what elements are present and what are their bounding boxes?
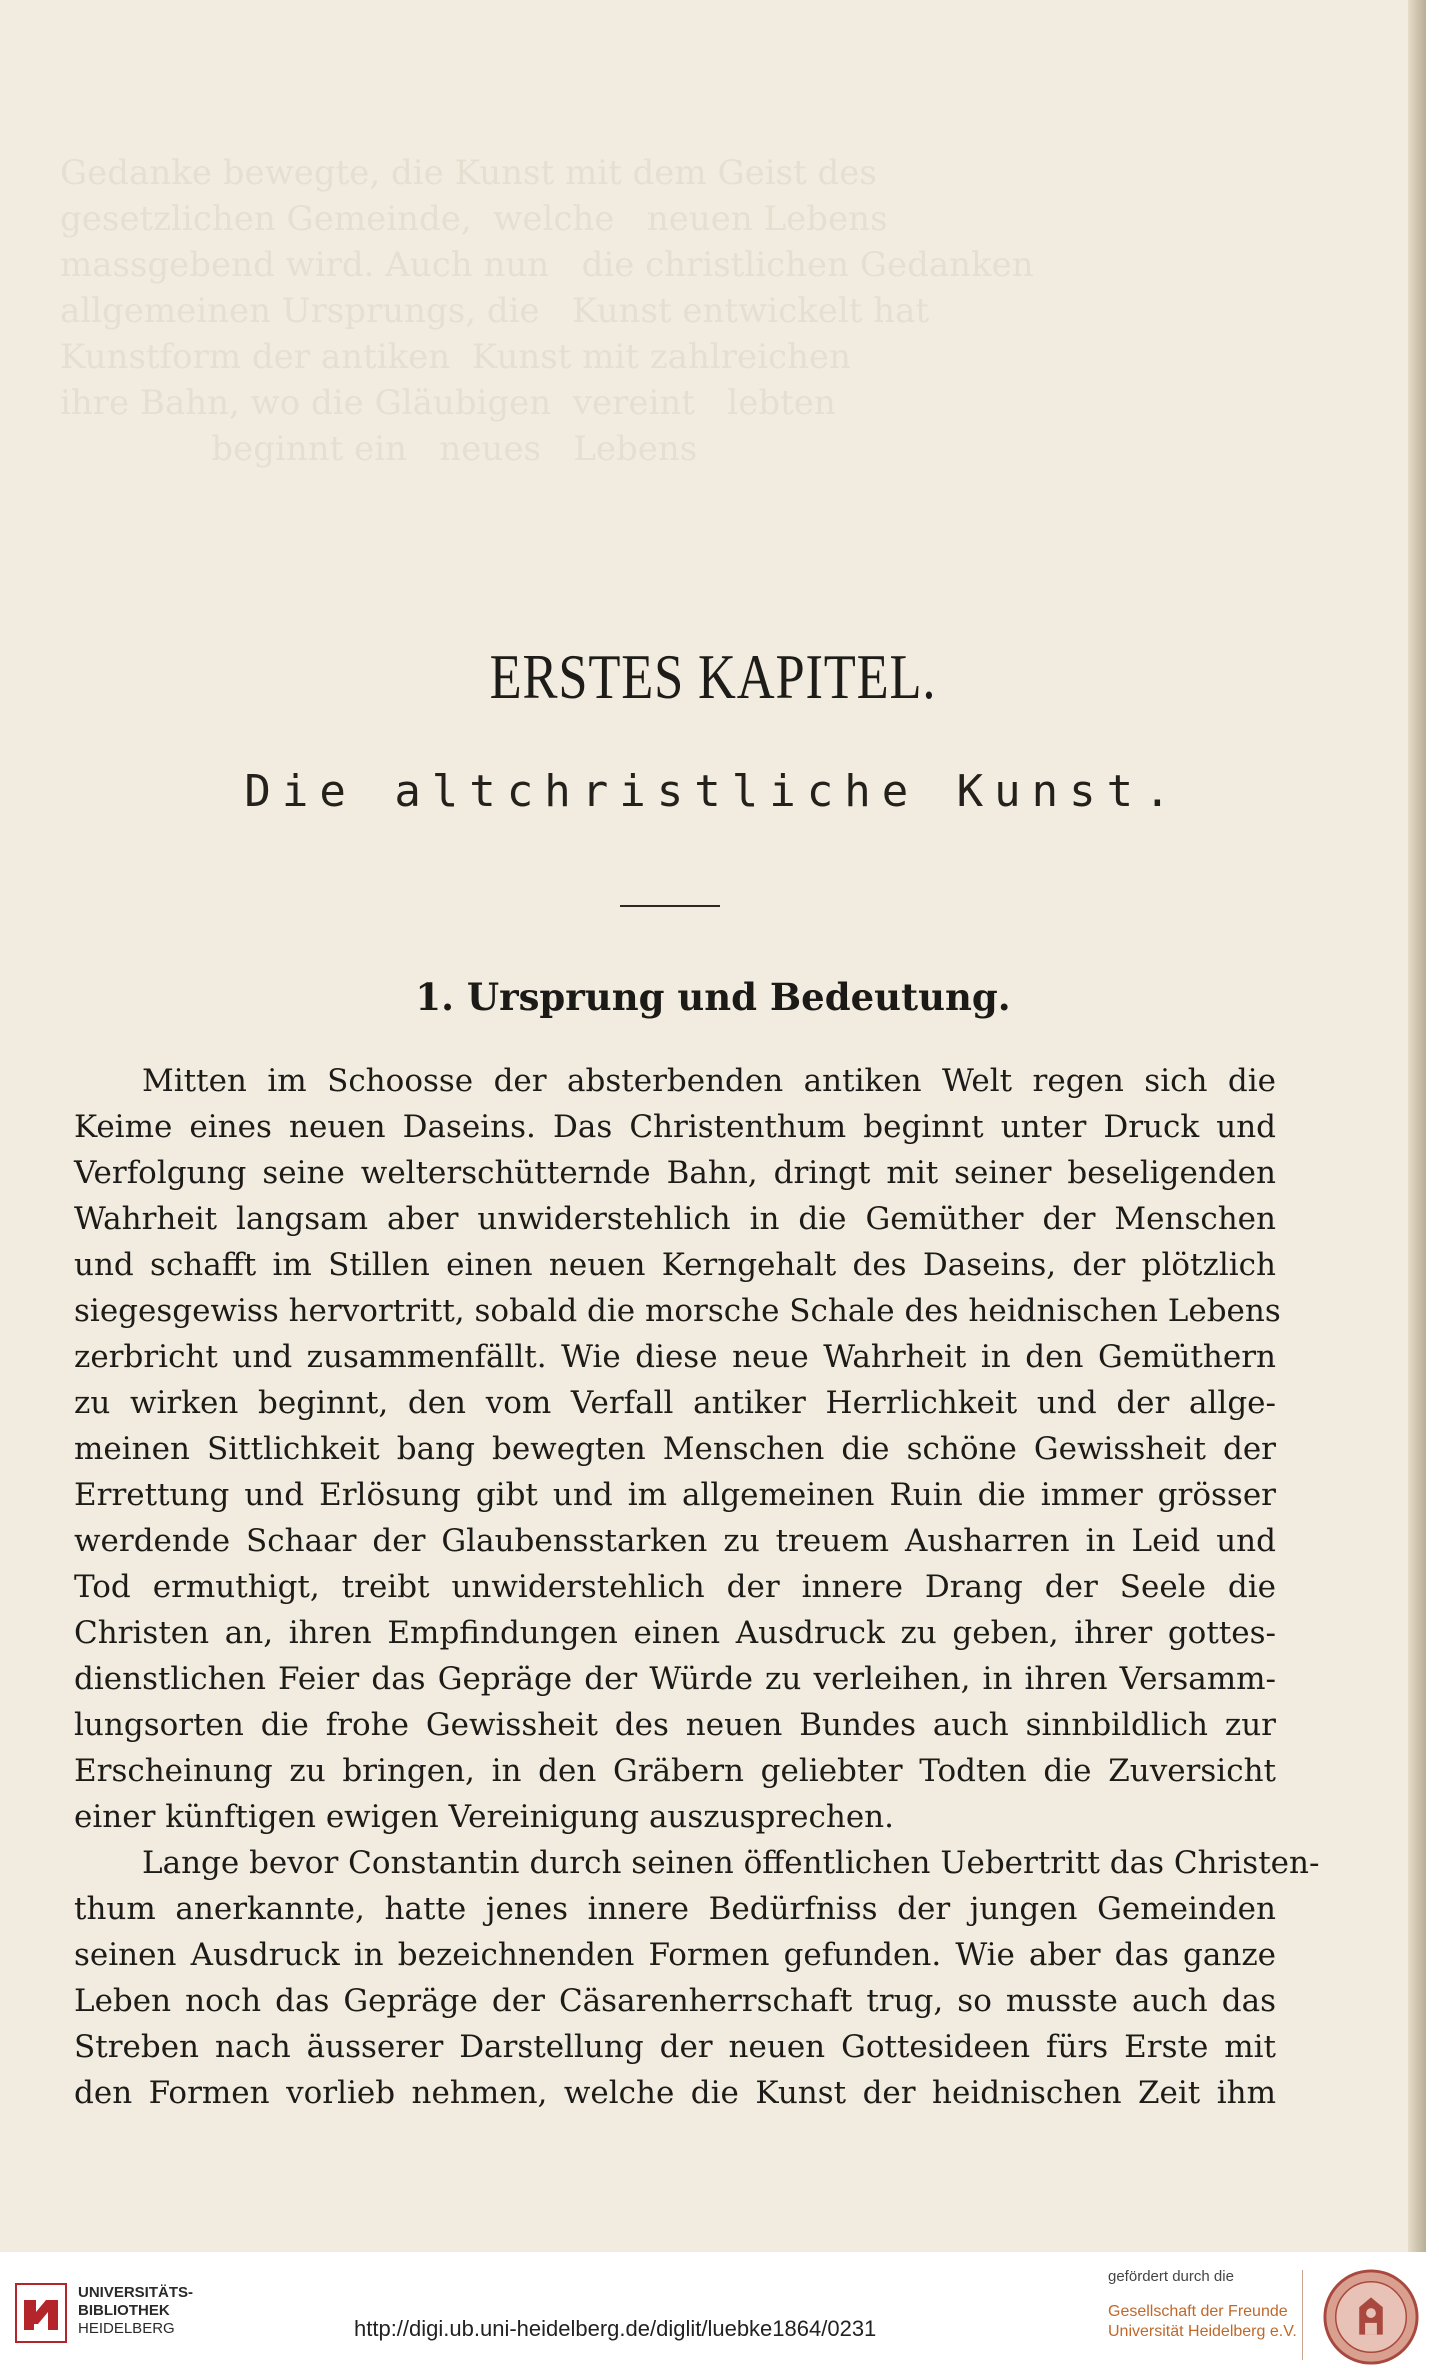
text-line: meinen Sittlichkeit bang bewegten Menschen die schöne Gewissheit der — [74, 1431, 1276, 1467]
text-line: Christen an, ihren Empfindungen einen Ausdruck zu geben, ihrer gottes- — [74, 1615, 1276, 1651]
footer-divider — [1302, 2270, 1303, 2360]
text-line: zu wirken beginnt, den vom Verfall antiker Herrlichkeit und der allge- — [74, 1385, 1276, 1421]
library-logo-icon — [14, 2282, 68, 2344]
sponsor-name-line2: Universität Heidelberg e.V. — [1108, 2323, 1297, 2340]
text-line: Tod ermuthigt, treibt unwiderstehlich der innere Drang der Seele die — [74, 1569, 1276, 1605]
text-line: Errettung und Erlösung gibt und im allgemeinen Ruin die immer grösser — [74, 1477, 1276, 1513]
permalink-url[interactable]: http://digi.ub.uni-heidelberg.de/diglit/luebke1864/0231 — [354, 2316, 877, 2341]
text-line: Wahrheit langsam aber unwiderstehlich in die Gemüther der Menschen — [74, 1201, 1276, 1237]
title-divider — [620, 905, 720, 907]
text-line: Leben noch das Gepräge der Cäsarenherrschaft trug, so musste auch das — [74, 1983, 1276, 2019]
text-line: dienstlichen Feier das Gepräge der Würde zu verleihen, in ihren Versamm- — [74, 1661, 1276, 1697]
text-line: Lange bevor Constantin durch seinen öffentlichen Uebertritt das Christen- — [142, 1845, 1320, 1881]
text-line: Mitten im Schoosse der absterbenden antiken Welt regen sich die — [142, 1063, 1276, 1099]
text-line: einer künftigen ewigen Vereinigung auszusprechen. — [74, 1799, 895, 1835]
chapter-title: ERSTES KAPITEL. — [489, 641, 937, 712]
sponsor-label: gefördert durch die — [1108, 2268, 1234, 2285]
library-name-line1: UNIVERSITÄTS- — [78, 2284, 194, 2301]
section-heading: 1. Ursprung und Bedeutung. — [415, 975, 1011, 1019]
text-line: Streben nach äusserer Darstellung der neuen Gottesideen fürs Erste mit — [74, 2029, 1276, 2065]
text-line: Keime eines neuen Daseins. Das Christenthum beginnt unter Druck und — [74, 1109, 1276, 1145]
bleed-through-texture: Gedanke bewegte, die Kunst mit dem Geist des gesetzlichen Gemeinde, welche neuen Lebens massgebend wird. Auch nun die christlichen Gedanken allgemeinen Ursprungs, die Kunst entwickelt hat Kunstform der antiken Kunst mit zahlreichen ihre Bahn, wo die Gläubigen vereint lebten beginnt ein neues Lebens — [60, 153, 1034, 469]
text-line: lungsorten die frohe Gewissheit des neuen Bundes auch sinnbildlich zur — [74, 1707, 1276, 1743]
chapter-subtitle: Die altchristliche Kunst. — [244, 766, 1182, 817]
text-line: zerbricht und zusammenfällt. Wie diese neue Wahrheit in den Gemüthern — [74, 1339, 1276, 1375]
text-line: Verfolgung seine welterschütternde Bahn, dringt mit seiner beseligenden — [74, 1155, 1276, 1191]
text-line: den Formen vorlieb nehmen, welche die Kunst der heidnischen Zeit ihm — [74, 2075, 1276, 2111]
text-line: siegesgewiss hervortritt, sobald die morsche Schale des heidnischen Lebens — [74, 1293, 1281, 1329]
library-name-line2: BIBLIOTHEK — [78, 2302, 170, 2319]
text-line: thum anerkannte, hatte jenes innere Bedürfniss der jungen Gemeinden — [74, 1891, 1276, 1927]
text-line: und schafft im Stillen einen neuen Kerngehalt des Daseins, der plötzlich — [74, 1247, 1276, 1283]
sponsor-name-line1: Gesellschaft der Freunde — [1108, 2303, 1288, 2320]
library-name — [78, 2284, 193, 2338]
text-line: werdende Schaar der Glaubensstarken zu treuem Ausharren in Leid und — [74, 1523, 1276, 1559]
page-edge-shadow — [1408, 0, 1426, 2252]
sponsor-name — [1108, 2302, 1297, 2342]
university-seal-icon — [1322, 2268, 1420, 2366]
text-line: Erscheinung zu bringen, in den Gräbern geliebter Todten die Zuversicht — [74, 1753, 1276, 1789]
library-name-line3: HEIDELBERG — [78, 2320, 175, 2337]
body-text — [74, 1058, 1320, 2116]
text-line: seinen Ausdruck in bezeichnenden Formen gefunden. Wie aber das ganze — [74, 1937, 1276, 1973]
